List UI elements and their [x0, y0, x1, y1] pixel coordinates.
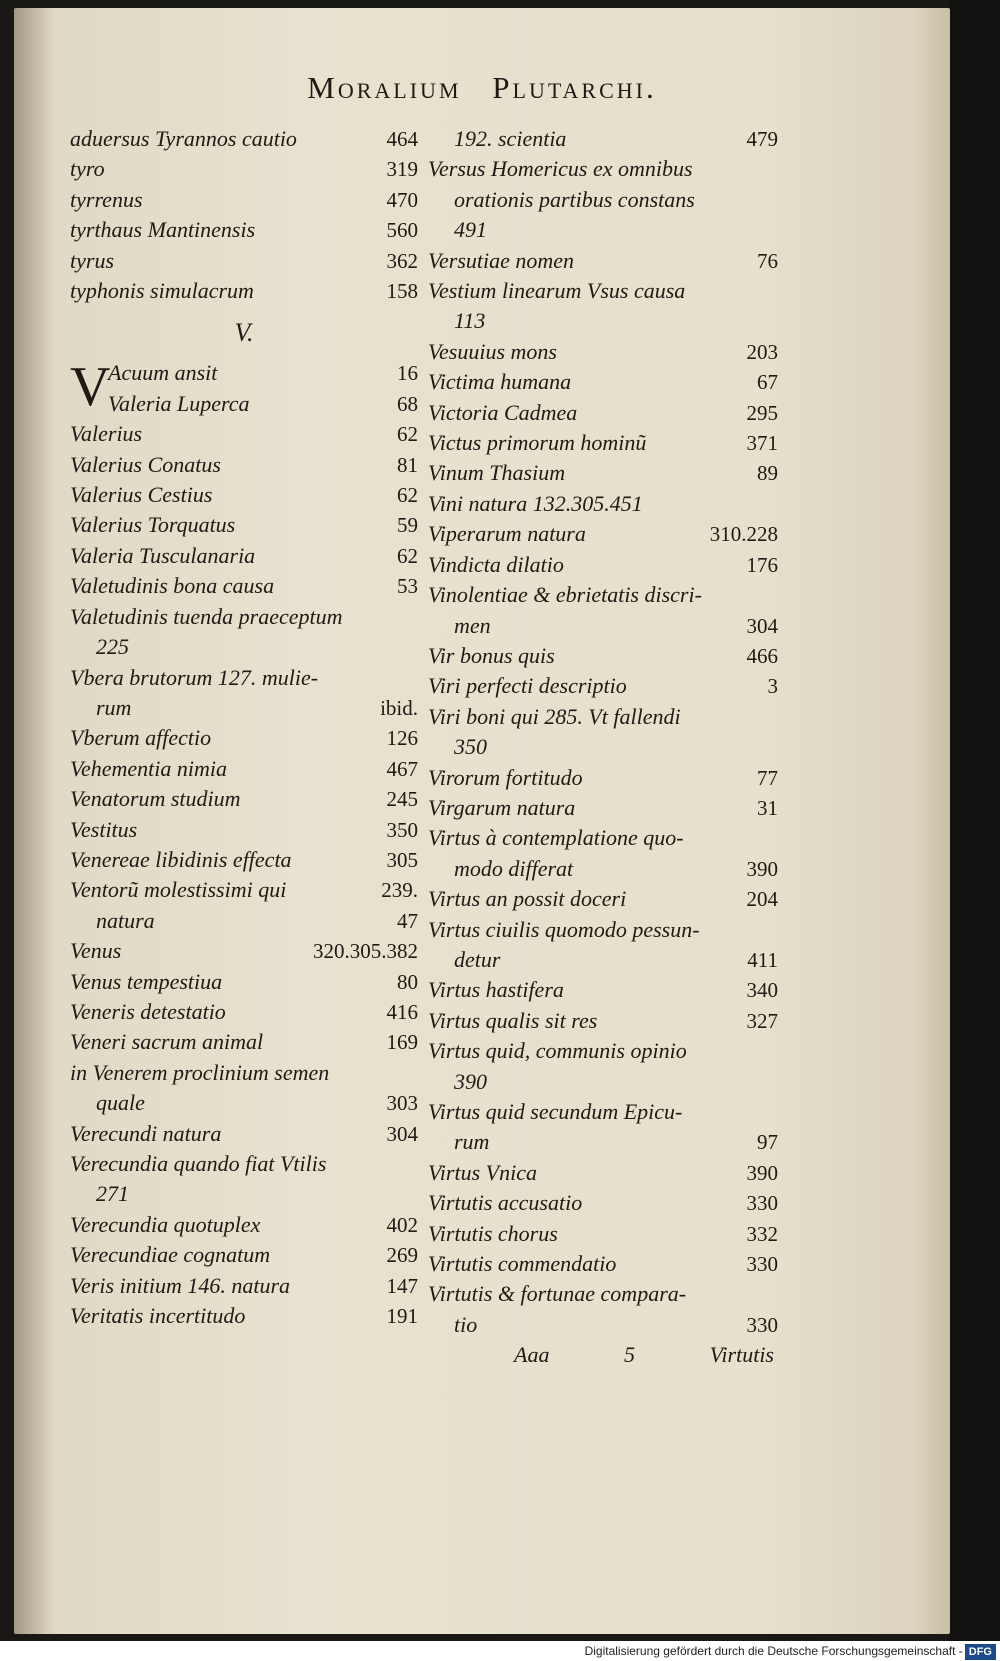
- index-entry: [428, 671, 778, 701]
- entry-page-number: 81: [397, 452, 418, 477]
- index-entry: [428, 793, 778, 823]
- entry-page-number: 158: [386, 279, 418, 304]
- index-entry: [70, 185, 418, 215]
- entry-term: Virorum fortitudo: [428, 764, 583, 790]
- entry-term: Victima humana: [428, 369, 572, 395]
- index-entry: [428, 1310, 778, 1340]
- index-entry: [70, 663, 418, 693]
- entry-term: rum: [96, 694, 132, 720]
- entry-page-number: 47: [397, 908, 418, 933]
- index-entry: [428, 185, 778, 215]
- entry-term: tyrthaus Mantinensis: [70, 217, 256, 243]
- entry-term: Veritatis incertitudo: [70, 1303, 246, 1329]
- left-entries-main: [70, 419, 418, 1331]
- entry-term: Vindicta dilatio: [428, 551, 564, 577]
- header-word-2: Plutarchi.: [492, 70, 657, 105]
- index-entry: [70, 967, 418, 997]
- index-entry: [428, 458, 778, 488]
- index-entry: [428, 215, 778, 245]
- entry-page-number: 76: [757, 248, 778, 273]
- index-entry: [70, 1119, 418, 1149]
- index-entry: [428, 763, 778, 793]
- index-entry: [428, 580, 778, 610]
- entry-term: Verecundia quotuplex: [70, 1211, 261, 1237]
- index-entry: [70, 1301, 418, 1331]
- index-entry: [108, 389, 418, 419]
- index-entry: [70, 1179, 418, 1209]
- gutter-shadow: [14, 8, 54, 1634]
- index-entry: [70, 693, 418, 723]
- entry-term: Vberum affectio: [70, 725, 212, 751]
- entry-page-number: 464: [386, 127, 418, 151]
- entry-term: Virtutis & fortunae compara-: [428, 1281, 687, 1307]
- entry-page-number: 467: [386, 756, 418, 781]
- index-entry: [70, 815, 418, 845]
- index-entry: [428, 1219, 778, 1249]
- section-letter-heading: V.: [234, 318, 254, 348]
- entry-term: Viperarum natura: [428, 521, 586, 547]
- entry-term: Virtutis accusatio: [428, 1190, 583, 1216]
- entry-page-number: 295: [746, 400, 778, 425]
- index-entry: [428, 884, 778, 914]
- entry-page-number: 332: [746, 1221, 778, 1246]
- digitization-credit-bar: [0, 1641, 1000, 1661]
- index-entry: [70, 124, 418, 154]
- index-entry: [428, 1188, 778, 1218]
- entry-term: Venus tempestiua: [70, 968, 223, 994]
- entry-term: 271: [96, 1181, 129, 1207]
- entry-term: Vesuuius mons: [428, 338, 557, 364]
- index-entry: [428, 337, 778, 367]
- index-entry: [70, 1149, 418, 1179]
- entry-term: Virtutis chorus: [428, 1220, 558, 1246]
- book-page: [14, 8, 950, 1634]
- index-entry: [70, 571, 418, 601]
- signature-mark: Aaa: [514, 1342, 550, 1367]
- entry-term: tyrrenus: [70, 186, 143, 212]
- entry-term: 350: [454, 734, 487, 760]
- entry-term: Virgarum natura: [428, 794, 576, 820]
- entry-page-number: 340: [746, 978, 778, 1003]
- entry-term: orationis partibus constans: [454, 186, 695, 212]
- index-entry: [428, 124, 778, 154]
- entry-term: Vbera brutorum 127. mulie-: [70, 664, 319, 690]
- index-entry: [428, 975, 778, 1005]
- index-entry: [428, 246, 778, 276]
- digitization-note: Digitalisierung gefördert durch die Deutsche Forschungsgemeinschaft -: [584, 1644, 963, 1658]
- entry-page-number: 126: [386, 726, 418, 751]
- drop-cap-lines: [108, 358, 418, 419]
- entry-page-number: 466: [746, 643, 778, 668]
- index-entry: [70, 784, 418, 814]
- index-entry: [70, 246, 418, 276]
- entry-page-number: 169: [386, 1030, 418, 1055]
- entry-term: Valerius Conatus: [70, 451, 221, 477]
- entry-term: Verecundia quando fiat Vtilis: [70, 1151, 327, 1176]
- index-entry: [70, 754, 418, 784]
- index-entry: [70, 845, 418, 875]
- entry-page-number: 330: [746, 1191, 778, 1216]
- running-header: [14, 70, 950, 106]
- index-entry: [428, 823, 778, 853]
- entry-page-number: 303: [386, 1091, 418, 1116]
- entry-term: Versutiae nomen: [428, 247, 575, 273]
- entry-term: Vini natura 132.305.451: [428, 490, 643, 516]
- entry-page-number: ibid.: [380, 695, 418, 720]
- entry-term: Venereae libidinis effecta: [70, 846, 292, 872]
- entry-page-number: 176: [746, 552, 778, 577]
- index-entry: [428, 550, 778, 580]
- right-entries: [428, 124, 778, 1340]
- index-entry: [70, 1058, 418, 1088]
- entry-term: Veris initium 146. natura: [70, 1272, 291, 1298]
- entry-page-number: 147: [386, 1273, 418, 1298]
- entry-term: Versus Homericus ex omnibus: [428, 156, 693, 182]
- entry-page-number: 390: [746, 856, 778, 881]
- index-entry: [428, 398, 778, 428]
- drop-cap-block: [70, 358, 418, 419]
- left-entries-top: [70, 124, 418, 306]
- entry-term: Venus: [70, 938, 122, 964]
- entry-term: Viri boni qui 285. Vt fallendi: [428, 703, 681, 729]
- entry-term: 192. scientia: [454, 126, 567, 151]
- index-entry: [428, 854, 778, 884]
- index-column-left: [70, 124, 418, 1331]
- entry-term: Virtus quid, communis opinio: [428, 1038, 687, 1064]
- index-entry: [70, 450, 418, 480]
- entry-term: Valerius Torquatus: [70, 512, 236, 538]
- entry-term: Virtus quid secundum Epicu-: [428, 1099, 683, 1124]
- entry-page-number: 3: [767, 674, 778, 699]
- entry-term: 390: [454, 1068, 487, 1094]
- entry-page-number: 319: [386, 157, 418, 182]
- entry-page-number: 62: [397, 422, 418, 447]
- entry-term: Vestium linearum Vsus causa: [428, 278, 686, 304]
- entry-term: aduersus Tyrannos cautio: [70, 126, 297, 151]
- entry-term: Virtus hastifera: [428, 977, 564, 1003]
- entry-page-number: 560: [386, 218, 418, 243]
- entry-term: quale: [96, 1090, 145, 1116]
- entry-term: Valeria Luperca: [108, 390, 250, 416]
- index-entry: [428, 428, 778, 458]
- entry-page-number: 62: [397, 483, 418, 508]
- index-entry: [70, 1027, 418, 1057]
- entry-page-number: 330: [746, 1252, 778, 1277]
- index-column-right: [428, 124, 778, 1340]
- entry-page-number: 62: [397, 543, 418, 568]
- entry-term: in Venerem proclinium semen: [70, 1059, 330, 1085]
- entry-term: Virtus qualis sit res: [428, 1007, 598, 1033]
- index-entry: [70, 602, 418, 632]
- entry-page-number: 390: [746, 1160, 778, 1185]
- entry-term: Vehementia nimia: [70, 755, 228, 781]
- entry-page-number: 53: [397, 574, 418, 599]
- index-entry: [70, 541, 418, 571]
- entry-term: Veneri sacrum animal: [70, 1029, 264, 1055]
- entry-term: Valerius Cestius: [70, 482, 213, 508]
- entry-page-number: 203: [746, 339, 778, 364]
- entry-term: Vir bonus quis: [428, 642, 555, 668]
- entry-term: typhonis simulacrum: [70, 278, 254, 304]
- entry-term: Verecundiae cognatum: [70, 1242, 271, 1268]
- entry-term: Viri perfecti descriptio: [428, 673, 627, 699]
- entry-page-number: 310.228: [709, 522, 778, 547]
- drop-cap-letter: V: [70, 356, 111, 419]
- index-entry: [70, 906, 418, 936]
- page-footer: [514, 1342, 774, 1368]
- index-entry: [70, 480, 418, 510]
- scan-background-edge: [950, 0, 1000, 1641]
- index-entry: [428, 1249, 778, 1279]
- signature-number: 5: [624, 1342, 636, 1367]
- entry-term: Vinolentiae & ebrietatis discri-: [428, 582, 702, 608]
- entry-term: tio: [454, 1311, 478, 1337]
- index-entry: [428, 276, 778, 306]
- entry-page-number: 80: [397, 969, 418, 994]
- entry-term: Valerius: [70, 421, 143, 447]
- entry-page-number: 320.305.382: [313, 939, 418, 964]
- catchword: Virtutis: [709, 1342, 774, 1367]
- entry-page-number: 304: [746, 613, 778, 638]
- entry-page-number: 362: [386, 248, 418, 273]
- header-word-1: Moralium: [307, 70, 462, 105]
- entry-term: tyro: [70, 156, 105, 182]
- index-entry: [428, 915, 778, 945]
- entry-term: 113: [454, 308, 486, 334]
- index-entry: [428, 154, 778, 184]
- entry-page-number: 16: [397, 361, 418, 386]
- entry-page-number: 330: [746, 1312, 778, 1337]
- entry-page-number: 371: [746, 431, 778, 456]
- entry-term: Verecundi natura: [70, 1120, 222, 1146]
- entry-page-number: 305: [386, 847, 418, 872]
- entry-term: Valetudinis tuenda praeceptum: [70, 603, 343, 629]
- index-entry: [70, 1088, 418, 1118]
- index-entry: [428, 702, 778, 732]
- entry-term: 491: [454, 217, 487, 243]
- entry-term: men: [454, 612, 491, 638]
- entry-page-number: 411: [747, 947, 778, 972]
- entry-page-number: 470: [386, 187, 418, 212]
- entry-term: Virtus ciuilis quomodo pessun-: [428, 916, 700, 942]
- entry-term: Valeria Tusculanaria: [70, 542, 256, 568]
- entry-term: Vestitus: [70, 816, 138, 842]
- entry-term: Venatorum studium: [70, 786, 241, 812]
- entry-term: rum: [454, 1129, 490, 1155]
- index-entry: [428, 367, 778, 397]
- index-entry: [108, 358, 418, 388]
- entry-term: Veneris detestatio: [70, 998, 226, 1024]
- entry-page-number: 416: [386, 999, 418, 1024]
- entry-term: Valetudinis bona causa: [70, 573, 275, 599]
- index-entry: [428, 1006, 778, 1036]
- entry-page-number: 239.: [381, 878, 418, 903]
- entry-term: tyrus: [70, 247, 114, 273]
- index-entry: [428, 306, 778, 336]
- index-entry: [428, 1036, 778, 1066]
- entry-page-number: 327: [746, 1008, 778, 1033]
- index-entry: [70, 154, 418, 184]
- index-entry: [70, 632, 418, 662]
- entry-page-number: 67: [757, 370, 778, 395]
- index-entry: [70, 1240, 418, 1270]
- entry-term: Virtutis commendatio: [428, 1251, 617, 1277]
- entry-term: Vinum Thasium: [428, 460, 566, 486]
- index-entry: [70, 276, 418, 306]
- index-entry: [70, 419, 418, 449]
- index-entry: [70, 875, 418, 905]
- index-entry: [428, 1279, 778, 1309]
- index-entry: [70, 936, 418, 966]
- entry-page-number: 245: [386, 787, 418, 812]
- index-entry: [70, 1210, 418, 1240]
- entry-term: Victus primorum hominũ: [428, 430, 647, 456]
- entry-term: modo differat: [454, 855, 574, 881]
- dfg-logo: DFG: [965, 1644, 996, 1660]
- entry-page-number: 31: [757, 795, 778, 820]
- index-entry: [428, 1097, 778, 1127]
- entry-page-number: 89: [757, 461, 778, 486]
- entry-term: Victoria Cadmea: [428, 399, 578, 425]
- index-entry: [428, 641, 778, 671]
- entry-page-number: 68: [397, 391, 418, 416]
- index-entry: [428, 519, 778, 549]
- index-entry: [428, 732, 778, 762]
- index-entry: [428, 945, 778, 975]
- entry-term: Virtus Vnica: [428, 1159, 537, 1185]
- index-entry: [70, 510, 418, 540]
- entry-term: Ventorũ molestissimi qui: [70, 877, 287, 903]
- index-entry: [70, 215, 418, 245]
- entry-page-number: 479: [746, 127, 778, 151]
- entry-page-number: 204: [746, 887, 778, 912]
- index-entry: [428, 489, 778, 519]
- entry-term: detur: [454, 946, 501, 972]
- entry-page-number: 269: [386, 1243, 418, 1268]
- index-entry: [70, 1271, 418, 1301]
- entry-page-number: 402: [386, 1212, 418, 1237]
- entry-term: Acuum ansit: [108, 360, 218, 386]
- entry-term: Virtus à contemplatione quo-: [428, 825, 684, 851]
- entry-term: 225: [96, 634, 129, 660]
- entry-page-number: 77: [757, 765, 778, 790]
- entry-page-number: 97: [757, 1130, 778, 1155]
- entry-term: Virtus an possit doceri: [428, 886, 627, 912]
- entry-term: natura: [96, 907, 155, 933]
- entry-page-number: 59: [397, 513, 418, 538]
- entry-page-number: 304: [386, 1121, 418, 1146]
- entry-page-number: 191: [386, 1304, 418, 1329]
- index-entry: [428, 611, 778, 641]
- index-entry: [428, 1158, 778, 1188]
- index-entry: [428, 1067, 778, 1097]
- index-entry: [428, 1127, 778, 1157]
- index-entry: [70, 723, 418, 753]
- entry-page-number: 350: [386, 817, 418, 842]
- index-entry: [70, 997, 418, 1027]
